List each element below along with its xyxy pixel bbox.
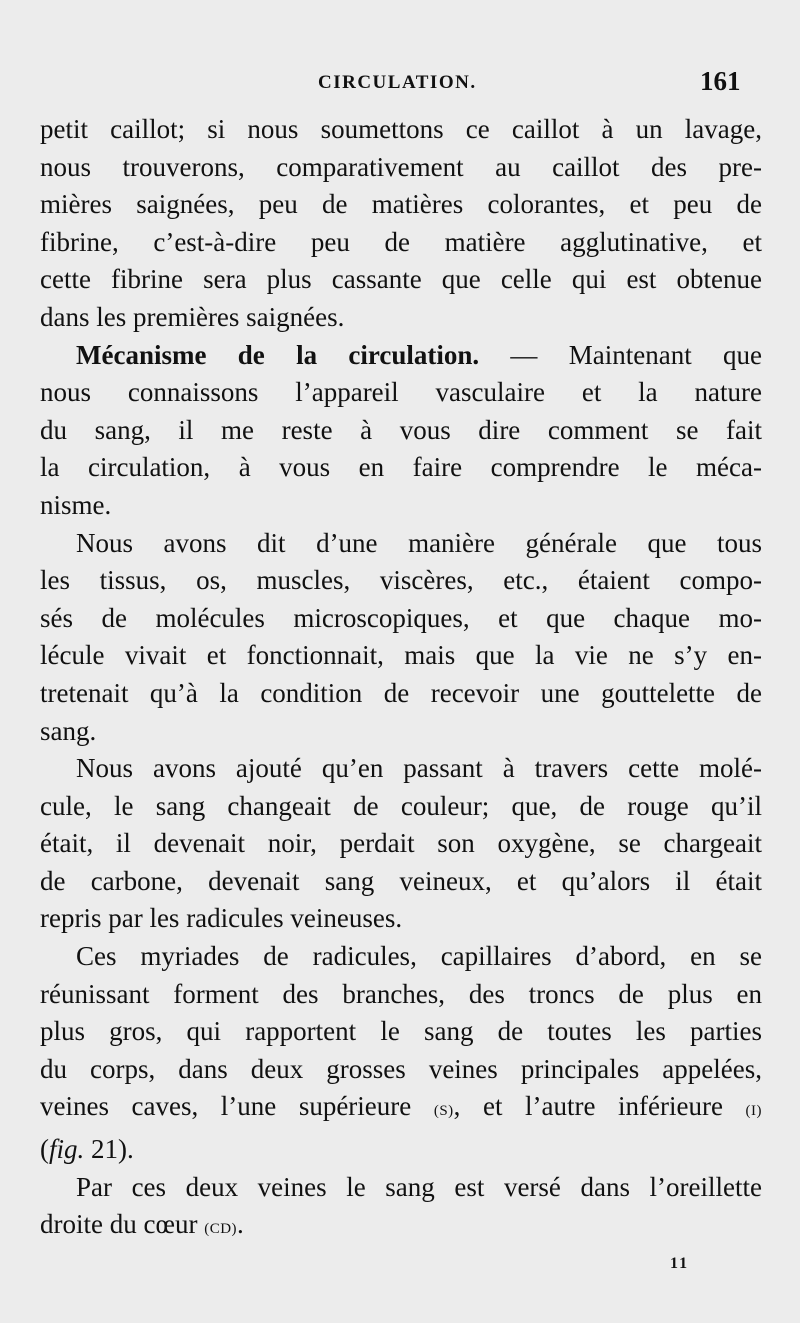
figure-reference: (CD) xyxy=(204,1221,238,1238)
text-line: du sang, il me reste à vous dire comment se fait xyxy=(40,414,762,445)
text-run: ( xyxy=(40,1134,49,1165)
text-line: nous connaissons l’appareil vasculaire et la nature xyxy=(40,377,762,408)
signature-mark: 11 xyxy=(670,1255,690,1272)
figure-reference: (S) xyxy=(433,1103,454,1120)
text-line: de carbone, devenait sang veineux, et qu’alors il était xyxy=(40,865,762,896)
figure-abbrev: fig. xyxy=(49,1134,85,1165)
page-header xyxy=(0,68,800,98)
text-line: tretenait qu’à la condition de recevoir une gouttelette de xyxy=(40,677,762,708)
text-line: repris par les radicules veineuses. xyxy=(40,903,403,934)
text-line: du corps, dans deux grosses veines principales appelées, xyxy=(40,1053,762,1084)
text-line: Ces myriades de radicules, capillaires d’abord, en se xyxy=(76,941,762,972)
running-title: CIRCULATION. xyxy=(318,72,477,93)
text-line: Nous avons dit d’une manière générale que tous xyxy=(76,527,762,558)
text-line: les tissus, os, muscles, viscères, etc., étaient compo- xyxy=(40,565,762,596)
paragraph xyxy=(40,337,762,525)
text-line: la circulation, à vous en faire comprendre le méca- xyxy=(40,452,762,483)
paragraph xyxy=(40,750,762,938)
text-run: . xyxy=(237,1209,244,1240)
text-run: 21). xyxy=(84,1134,134,1165)
paragraph xyxy=(40,111,762,337)
text-line: dans les premières saignées. xyxy=(40,301,345,332)
text-line: Nous avons ajouté qu’en passant à travers cette molé- xyxy=(76,753,762,784)
text-run: , et l’autre inférieure xyxy=(453,1091,746,1122)
section-heading: Mécanisme de la circulation. xyxy=(76,339,480,370)
text-run: — Maintenant que xyxy=(479,339,762,370)
text-line: réunissant forment des branches, des troncs de plus en xyxy=(40,978,762,1009)
text-line: mières saignées, peu de matières colorantes, et peu de xyxy=(40,189,762,220)
page-body xyxy=(40,111,762,1249)
text-line: petit caillot; si nous soumettons ce caillot à un lavage, xyxy=(40,114,762,144)
text-line: plus gros, qui rapportent le sang de toutes les parties xyxy=(40,1016,762,1047)
text-line: sés de molécules microscopiques, et que chaque mo- xyxy=(40,602,762,633)
text-line xyxy=(40,1131,762,1169)
paragraph xyxy=(40,938,762,1169)
text-line xyxy=(40,337,762,375)
page-number: 161 xyxy=(700,66,741,96)
text-line: cule, le sang changeait de couleur; que, de rouge qu’il xyxy=(40,790,762,821)
figure-reference: (I) xyxy=(745,1103,762,1120)
text-line: nous trouverons, comparativement au caillot des pre- xyxy=(40,151,762,182)
text-line: Par ces deux veines le sang est versé dans l’oreillette xyxy=(76,1171,762,1202)
text-line: sang. xyxy=(40,715,97,746)
text-line xyxy=(40,1088,762,1131)
text-line: cette fibrine sera plus cassante que celle qui est obtenue xyxy=(40,264,762,295)
text-line xyxy=(40,1206,762,1249)
text-line: lécule vivait et fonctionnait, mais que la vie ne s’y en- xyxy=(40,640,762,671)
paragraph xyxy=(40,1169,762,1249)
text-line: fibrine, c’est-à-dire peu de matière agglutinative, et xyxy=(40,226,762,257)
text-run: droite du cœur xyxy=(40,1209,205,1240)
text-run: veines caves, l’une supérieure xyxy=(40,1091,434,1122)
text-line: nisme. xyxy=(40,489,112,520)
text-line: était, il devenait noir, perdait son oxygène, se chargeait xyxy=(40,828,762,859)
paragraph xyxy=(40,525,762,751)
